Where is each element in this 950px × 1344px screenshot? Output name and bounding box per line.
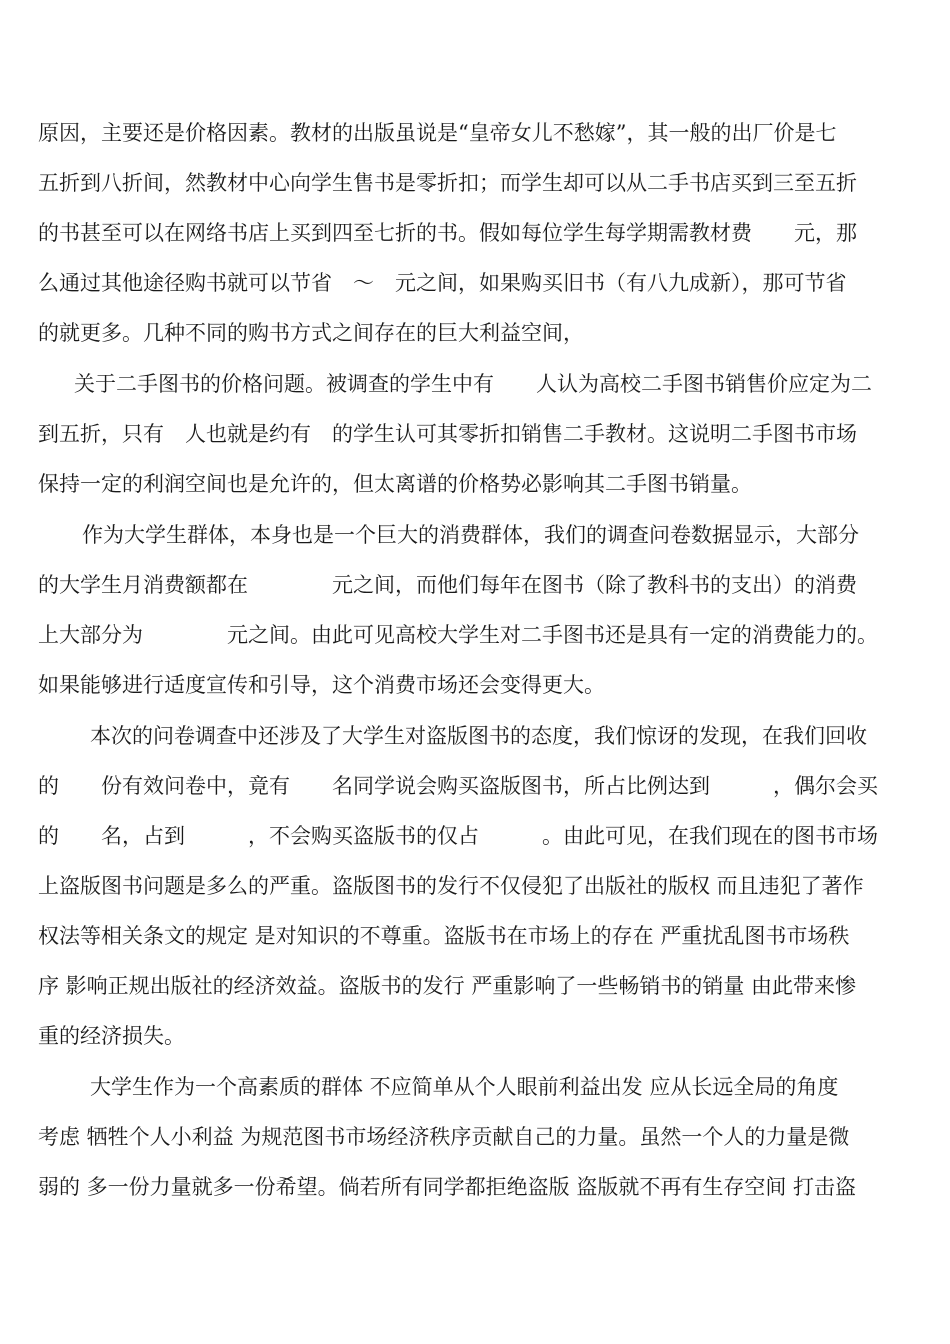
text-line: 考虑 牺牲个人小利益 为规范图书市场经济秩序贡献自己的力量。虽然一个人的力量是微 bbox=[38, 1125, 850, 1149]
text-line: 的大学生月消费额都在 元之间，而他们每年在图书（除了教科书的支出）的消费 bbox=[38, 573, 857, 597]
text-line: 的就更多。几种不同的购书方式之间存在的巨大利益空间， bbox=[38, 321, 584, 345]
text-line: 么通过其他途径购书就可以节省 ～ 元之间，如果购买旧书（有八九成新），那可节省 bbox=[38, 271, 847, 295]
text-line: 的书甚至可以在网络书店上买到四至七折的书。假如每位学生每学期需教材费 元，那 bbox=[38, 221, 857, 245]
text-line: 到五折，只有 人也就是约有 的学生认可其零折扣销售二手教材。这说明二手图书市场 bbox=[38, 422, 857, 446]
text-line: 本次的问卷调查中还涉及了大学生对盗版图书的态度，我们惊讶的发现，在我们回收 bbox=[90, 724, 867, 748]
text-line: 的 名，占到 ，不会购买盗版书的仅占 。由此可见，在我们现在的图书市场 bbox=[38, 824, 878, 848]
text-line: 重的经济损失。 bbox=[38, 1024, 185, 1048]
text-line: 作为大学生群体，本身也是一个巨大的消费群体，我们的调查问卷数据显示，大部分 bbox=[82, 523, 859, 547]
text-line: 保持一定的利润空间也是允许的，但太离谱的价格势必影响其二手图书销量。 bbox=[38, 472, 752, 496]
text-line: 上大部分为 元之间。由此可见高校大学生对二手图书还是具有一定的消费能力的。 bbox=[38, 623, 878, 647]
text-line: 序 影响正规出版社的经济效益。盗版书的发行 严重影响了一些畅销书的销量 由此带来惨 bbox=[38, 974, 857, 998]
text-line: 大学生作为一个高素质的群体 不应简单从个人眼前利益出发 应从长远全局的角度 bbox=[90, 1075, 839, 1099]
text-line: 权法等相关条文的规定 是对知识的不尊重。盗版书在市场上的存在 严重扰乱图书市场秩 bbox=[38, 924, 850, 948]
text-line: 五折到八折间，然教材中心向学生售书是零折扣；而学生却可以从二手书店买到三至五折 bbox=[38, 171, 857, 195]
text-line: 上盗版图书问题是多么的严重。盗版图书的发行不仅侵犯了出版社的版权 而且违犯了著作 bbox=[38, 874, 864, 898]
text-line: 弱的 多一份力量就多一份希望。倘若所有同学都拒绝盗版 盗版就不再有生存空间 打击盗 bbox=[38, 1175, 857, 1199]
text-line: 原因，主要还是价格因素。教材的出版虽说是“皇帝女儿不愁嫁”，其一般的出厂价是七 bbox=[38, 121, 837, 145]
text-line: 如果能够进行适度宣传和引导，这个消费市场还会变得更大。 bbox=[38, 673, 605, 697]
text-line: 的 份有效问卷中，竟有 名同学说会购买盗版图书，所占比例达到 ，偶尔会买 bbox=[38, 774, 878, 798]
text-line: 关于二手图书的价格问题。被调查的学生中有 人认为高校二手图书销售价应定为二 bbox=[74, 372, 872, 396]
